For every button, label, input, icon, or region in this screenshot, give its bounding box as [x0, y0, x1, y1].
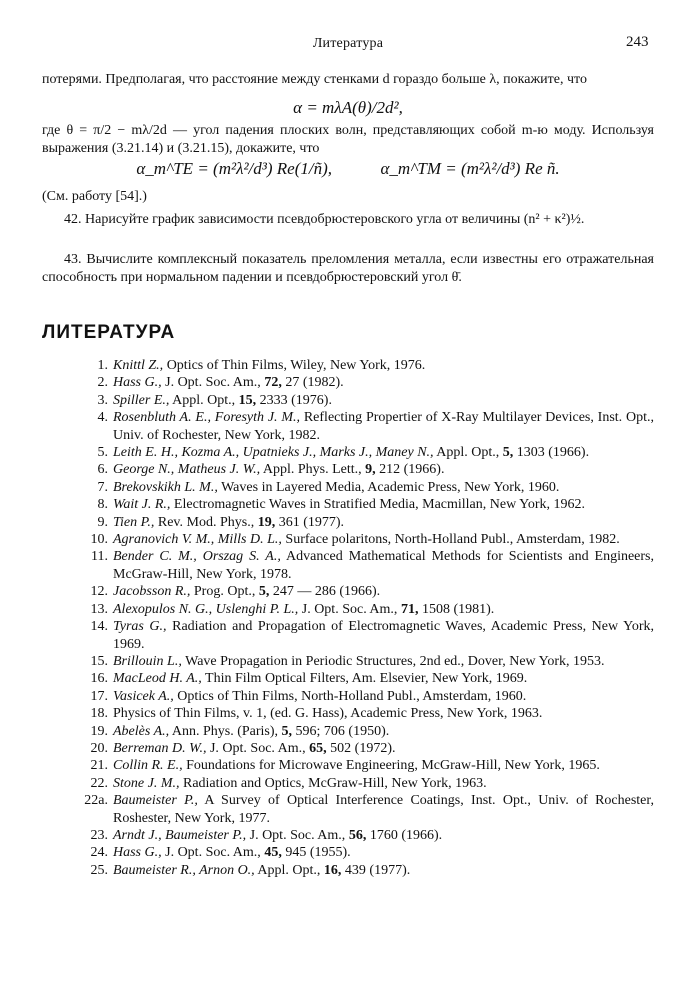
reference-source: Surface polaritons, North-Holland Publ., Amsterdam, 1982. [285, 532, 620, 548]
reference-item [0, 844, 654, 861]
reference-authors: Wait J. R., [113, 497, 171, 513]
reference-number: 12. [90, 584, 108, 600]
reference-journal: J. Opt. Soc. Am., [301, 601, 398, 617]
formula-alpha-te-tm [0, 159, 696, 179]
reference-pages: 27 (1982). [285, 375, 344, 391]
reference-journal: Ann. Phys. (Paris), [171, 723, 279, 739]
reference-item [0, 653, 654, 670]
reference-item [0, 688, 654, 705]
reference-pages: 439 (1977). [344, 862, 411, 878]
reference-number: 21. [90, 758, 108, 774]
reference-volume: 72, [264, 375, 282, 391]
reference-pages: 212 (1966). [379, 462, 445, 478]
reference-journal: Rev. Mod. Phys., [157, 514, 255, 530]
formula-alpha-te: α_m^TE = (m²λ²/d³) Re(1/ñ), [136, 159, 332, 178]
reference-number: 24. [90, 845, 108, 861]
reference-number: 22. [90, 775, 108, 791]
reference-authors: Brillouin L., [113, 653, 182, 669]
reference-authors: George N., Matheus J. W., [113, 462, 261, 478]
reference-source: A Survey of Optical Interference Coatings, Inst. Opt., Univ. of Rochester, Roshester, New York, 1977. [113, 793, 654, 826]
reference-authors: Brekovskikh L. M., [113, 479, 218, 495]
reference-journal: J. Opt. Soc. Am., [249, 827, 346, 843]
reference-volume: 5, [281, 723, 293, 739]
reference-source: Reflecting Propertier of X-Ray Multilayer Devices, Inst. Opt., Univ. of Rochester, New York, 1982. [113, 410, 654, 443]
reference-number: 5. [97, 445, 108, 461]
reference-number: 20. [90, 740, 108, 756]
reference-journal: Appl. Phys. Lett., [262, 462, 362, 478]
reference-authors: Leith E. H., Kozma A., Upatnieks J., Marks J., Maney N., [113, 445, 434, 461]
reference-journal: Prog. Opt., [193, 584, 256, 600]
reference-pages: 945 (1955). [285, 845, 351, 861]
reference-item [0, 409, 654, 444]
reference-item [0, 740, 654, 757]
reference-authors: Agranovich V. M., Mills D. L., [113, 532, 282, 548]
reference-source: Thin Film Optical Filters, Am. Elsevier, New York, 1969. [205, 671, 528, 687]
reference-authors: Knittl Z., [113, 358, 164, 373]
reference-number: 13. [90, 601, 108, 617]
reference-pages: 1508 (1981). [421, 601, 495, 617]
reference-item [0, 757, 654, 774]
reference-pages: 502 (1972). [330, 740, 396, 756]
reference-item [0, 374, 654, 391]
paragraph-2: где θ = π/2 − mλ/2d — угол падения плоских волн, представляющих собой m-ю моду. Используя выражения (3.21.14) и (3.21.15), докажите, что [42, 123, 654, 156]
reference-authors: Hass G., [113, 375, 162, 391]
reference-authors: Baumeister R., Arnon O., [113, 862, 255, 878]
reference-source: Waves in Layered Media, Academic Press, New York, 1960. [221, 479, 560, 495]
reference-volume: 16, [323, 862, 342, 878]
reference-volume: 56, [348, 827, 367, 843]
reference-number: 14. [90, 619, 108, 635]
reference-authors: MacLeod H. A., [113, 671, 202, 687]
reference-number: 3. [97, 392, 108, 408]
reference-item [0, 444, 654, 461]
reference-authors: Baumeister P., [113, 793, 198, 809]
reference-authors: Hass G., [113, 845, 162, 861]
reference-source: Electromagnetic Waves in Stratified Media, Macmillan, New York, 1962. [173, 497, 586, 513]
reference-pages: 2333 (1976). [259, 392, 332, 408]
reference-item [0, 531, 654, 548]
exercise-43: 43. Вычислите комплексный показатель преломления металла, если известны его отражательная способность при нормальном падении и псевдобрюстеровский угол θ̄. [42, 252, 654, 285]
reference-pages: 1760 (1966). [369, 827, 443, 843]
reference-journal: J. Opt. Soc. Am., [209, 740, 306, 756]
reference-number: 6. [97, 462, 108, 478]
reference-pages: 1303 (1966). [516, 445, 590, 461]
paragraph-1: потерями. Предполагая, что расстояние между стенками d гораздо больше λ, покажите, что [42, 72, 587, 87]
reference-source: Radiation and Propagation of Electromagnetic Waves, Academic Press, New York, 1969. [113, 619, 655, 652]
reference-number: 11. [91, 549, 108, 565]
reference-journal: Appl. Opt., [172, 392, 236, 408]
reference-item [0, 461, 654, 478]
reference-volume: 5, [258, 584, 270, 600]
reference-volume: 19, [257, 514, 276, 530]
reference-authors: Alexopulos N. G., Uslenghi P. L., [113, 601, 299, 617]
reference-number: 10. [90, 532, 108, 548]
reference-source: Wave Propagation in Periodic Structures, 2nd ed., Dover, New York, 1953. [185, 653, 605, 669]
reference-volume: 15, [238, 392, 257, 408]
reference-authors: Spiller E., [113, 392, 170, 408]
reference-item [0, 862, 654, 879]
reference-volume: 9, [365, 462, 376, 478]
reference-item [0, 705, 654, 722]
reference-item [0, 496, 654, 513]
reference-authors: Tyras G., [113, 619, 167, 635]
reference-item [0, 618, 654, 653]
running-head: Литература [312, 36, 384, 51]
formula-alpha-tm: α_m^TM = (m²λ²/d³) Re ñ. [380, 159, 560, 178]
reference-source: Physics of Thin Films, v. 1, (ed. G. Hass), Academic Press, New York, 1963. [113, 706, 543, 722]
reference-journal: Appl. Opt., [436, 445, 500, 461]
reference-authors: Stone J. M., [113, 775, 180, 791]
reference-pages: 596; 706 (1950). [295, 723, 390, 739]
reference-number: 22a. [84, 793, 108, 809]
reference-source: Radiation and Optics, McGraw-Hill, New York, 1963. [182, 775, 487, 791]
reference-pages: 361 (1977). [278, 514, 345, 530]
reference-number: 25. [90, 862, 108, 878]
reference-number: 18. [90, 706, 108, 722]
reference-item [0, 775, 654, 792]
reference-source: Optics of Thin Films, North-Holland Publ., Amsterdam, 1960. [177, 688, 527, 704]
reference-source: Foundations for Microwave Engineering, McGraw-Hill, New York, 1965. [186, 758, 600, 774]
reference-item [0, 583, 654, 600]
section-heading: ЛИТЕРАТУРА [42, 322, 176, 343]
reference-number: 1. [97, 358, 108, 373]
paragraph-3: (См. работу [54].) [42, 189, 147, 204]
reference-authors: Jacobsson R., [113, 584, 191, 600]
reference-journal: J. Opt. Soc. Am., [165, 845, 261, 861]
formula-alpha: α = mλA(θ)/2d², [293, 98, 403, 117]
reference-item [0, 827, 654, 844]
reference-number: 15. [90, 653, 108, 669]
reference-number: 19. [90, 723, 108, 739]
reference-number: 7. [97, 479, 108, 495]
reference-item [0, 670, 654, 687]
reference-authors: Berreman D. W., [113, 740, 207, 756]
reference-authors: Bender C. M., Orszag S. A., [113, 549, 281, 565]
reference-item [0, 514, 654, 531]
reference-authors: Tien P., [113, 514, 155, 530]
reference-number: 17. [90, 688, 108, 704]
reference-journal: Appl. Opt., [257, 862, 321, 878]
reference-pages: 247 — 286 (1966). [272, 584, 381, 600]
reference-journal: J. Opt. Soc. Am., [165, 375, 261, 391]
reference-list [0, 357, 696, 879]
reference-item [0, 357, 654, 374]
reference-authors: Arndt J., Baumeister P., [113, 827, 247, 843]
reference-number: 2. [97, 375, 108, 391]
reference-volume: 5, [502, 445, 514, 461]
reference-number: 9. [97, 514, 108, 530]
reference-item [0, 479, 654, 496]
reference-volume: 65, [309, 740, 327, 756]
reference-number: 16. [90, 671, 108, 687]
reference-item [0, 601, 654, 618]
reference-authors: Rosenbluth A. E., Foresyth J. M., [113, 410, 301, 426]
reference-source: Optics of Thin Films, Wiley, New York, 1976. [166, 358, 426, 373]
reference-item [0, 548, 654, 583]
reference-authors: Abelès A., [113, 723, 170, 739]
reference-number: 23. [90, 827, 108, 843]
reference-number: 4. [97, 410, 108, 426]
reference-volume: 71, [400, 601, 419, 617]
reference-item [0, 723, 654, 740]
reference-number: 8. [97, 497, 108, 513]
reference-item [0, 392, 654, 409]
reference-item [0, 792, 654, 827]
reference-source: Advanced Mathematical Methods for Scientists and Engineers, McGraw-Hill, New York, 1978. [113, 549, 655, 582]
reference-authors: Collin R. E., [113, 758, 183, 774]
exercise-42: 42. Нарисуйте график зависимости псевдобрюстеровского угла от величины (n² + κ²)½. [64, 212, 585, 227]
reference-volume: 45, [264, 845, 282, 861]
page-number: 243 [626, 34, 649, 50]
reference-authors: Vasicek A., [113, 688, 174, 704]
